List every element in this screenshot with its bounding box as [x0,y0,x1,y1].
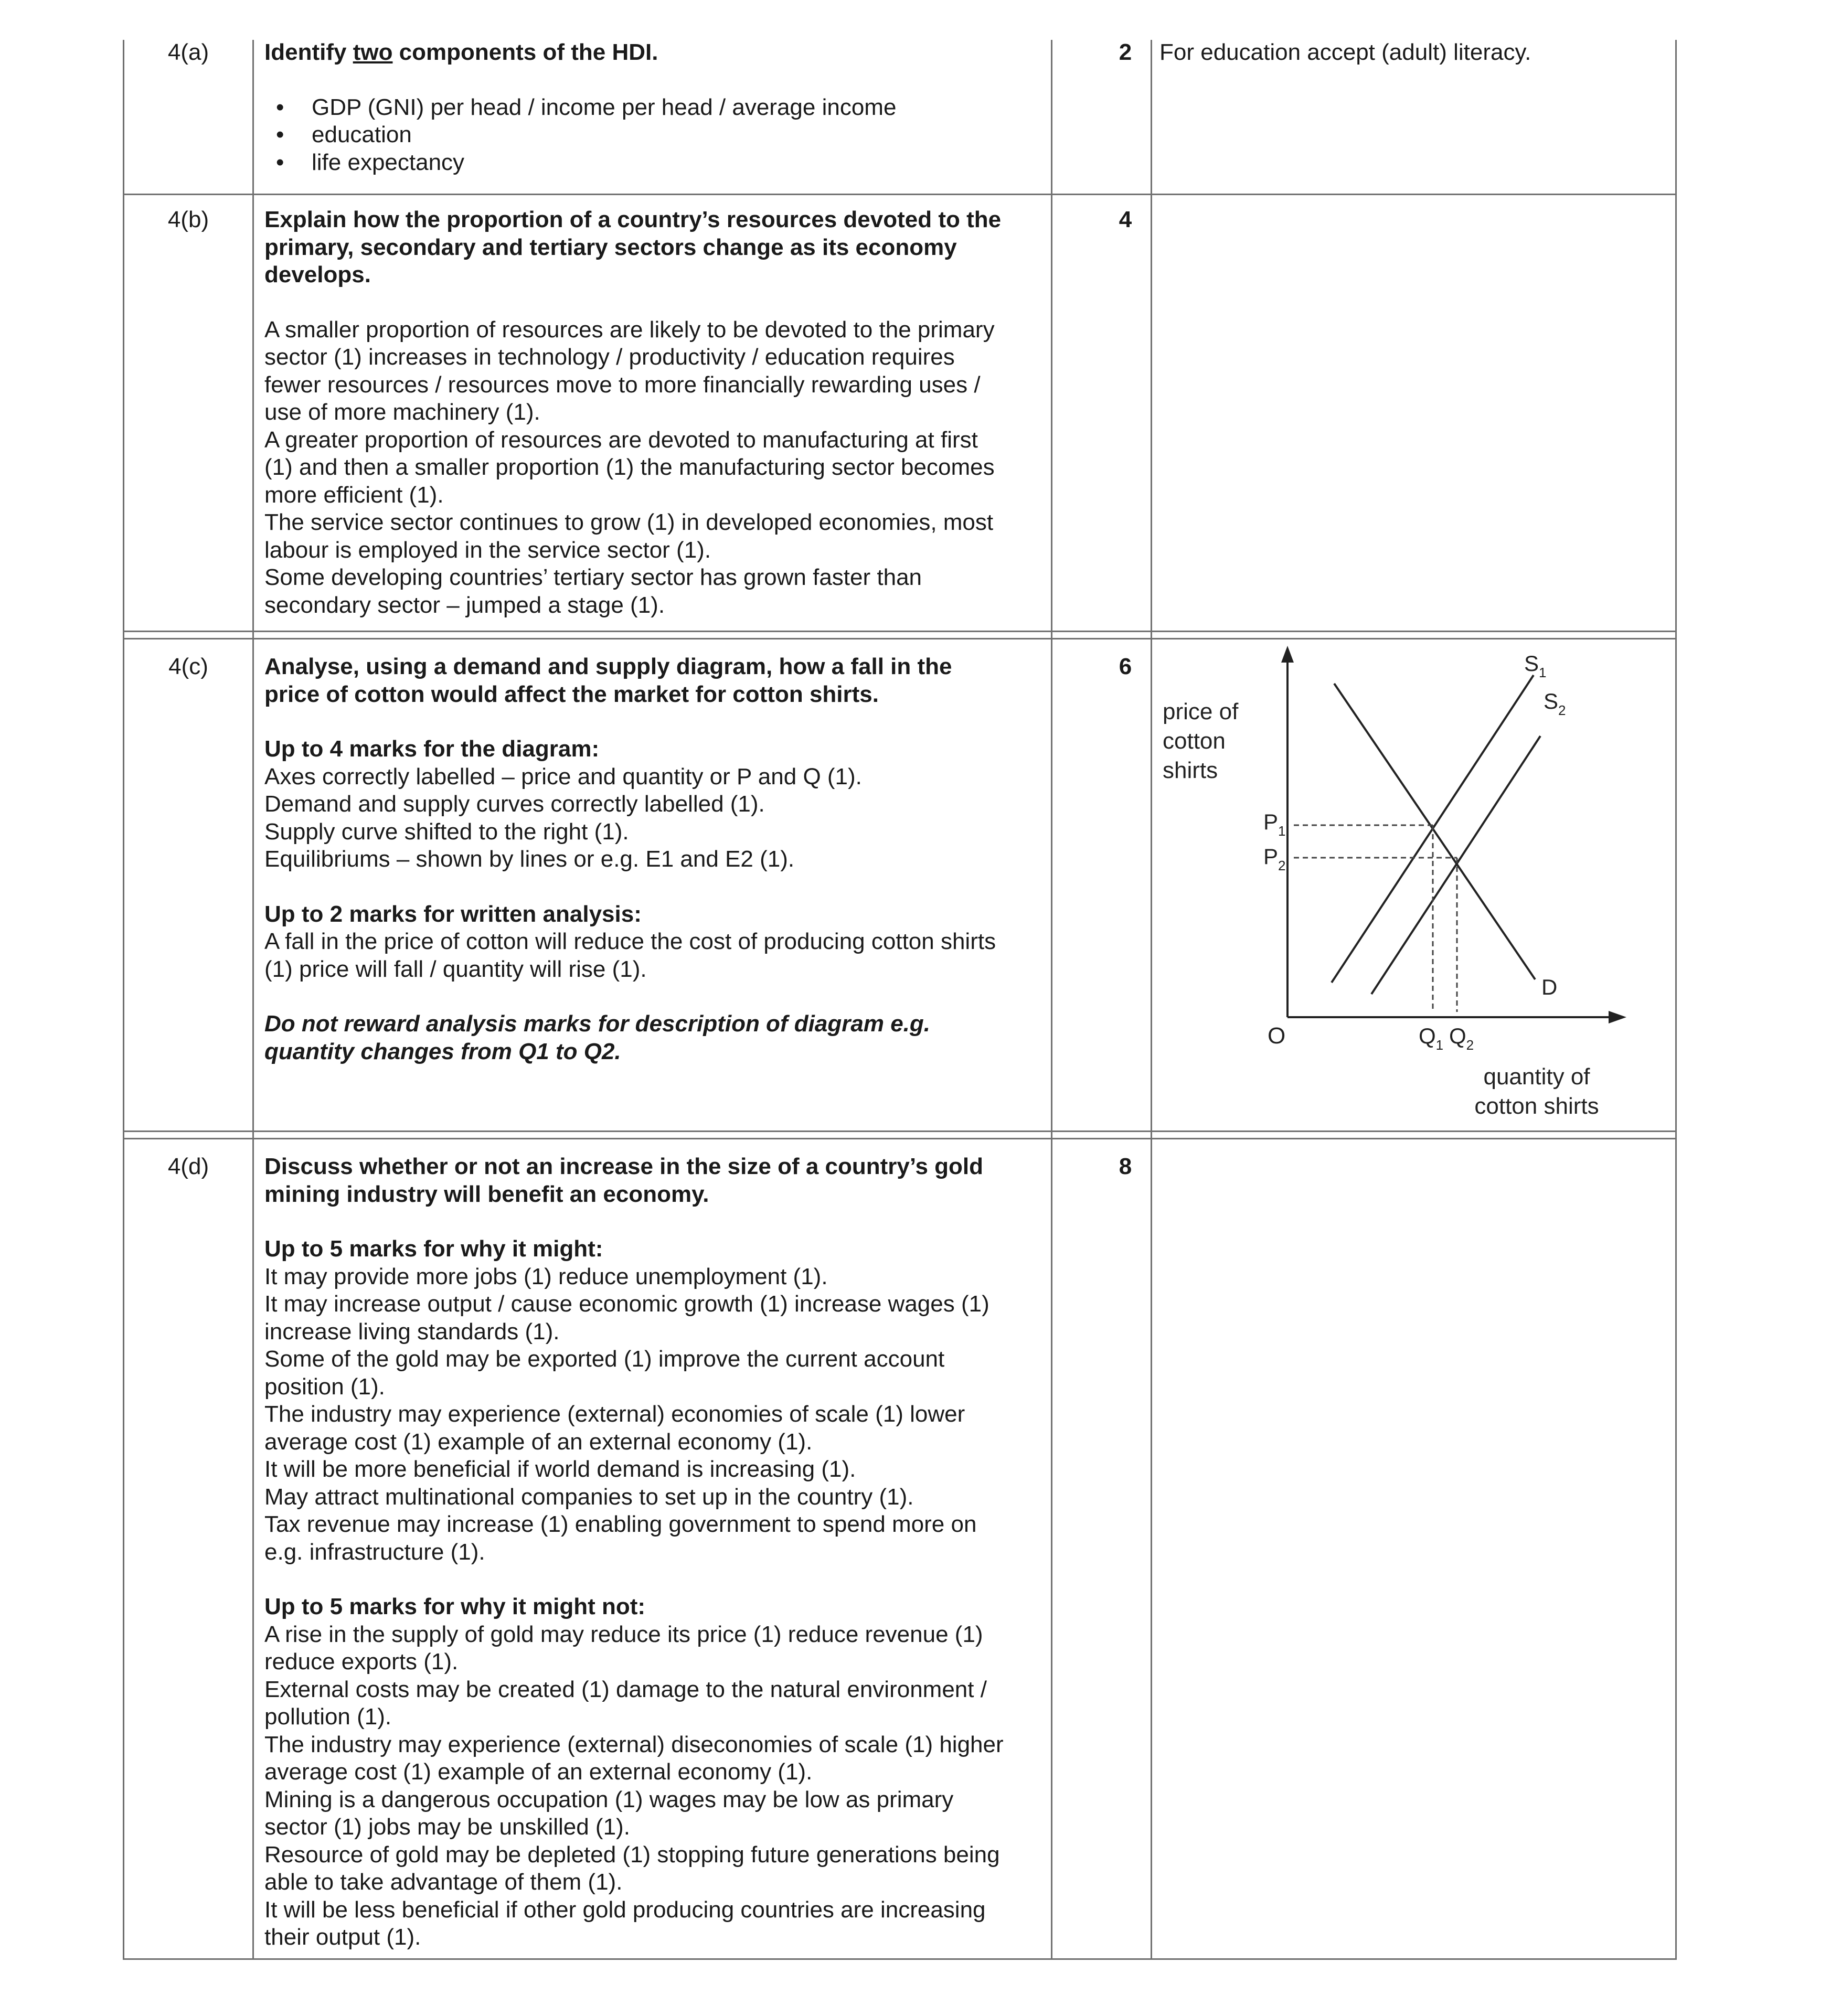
analysis-marks-heading: Up to 2 marks for written analysis: [264,901,642,927]
marks-value: 2 [1119,39,1132,65]
x-axis-label: quantity of cotton shirts [1474,1064,1599,1119]
row-divider [123,1138,1677,1139]
question-number: 4(a) [167,39,209,65]
answer-list [264,94,1041,177]
examiner-note: Do not reward analysis marks for description of diagram e.g. quantity changes from Q1 to Q2. [264,1011,930,1064]
question-text: Explain how the proportion of a country’s resources devoted to the primary, secondary and tertiary sectors change as its economy develops. [264,207,1002,287]
marks-value: 8 [1119,1154,1132,1179]
list-item: • GDP (GNI) per head / income per head / average income [264,94,1041,122]
q1-label: $Q_1$ [1419,1023,1444,1053]
question-text: Analyse, using a demand and supply diagram, how a fall in the price of cotton would affect the market for cotton shirts. [264,654,952,707]
row-divider [123,631,1677,632]
question-cell [264,653,1046,1065]
question-cell [264,1153,1046,1951]
list-item: • life expectancy [264,149,1041,177]
diagram-marks-heading: Up to 4 marks for the diagram: [264,736,600,762]
question-cell [264,39,1041,176]
q2-label: $Q_2$ [1449,1023,1474,1053]
diagram-marks-points: Axes correctly labelled – price and quantity or P and Q (1). Demand and supply curves correctly labelled (1). Supply curve shifted to the right (1). Equilibriums – shown by lines or e.g. E1 and E2 (1). [264,763,862,872]
marks-value: 4 [1119,207,1132,232]
row-divider [123,1130,1677,1132]
question-text: Identify two components of the HDI. [264,39,658,65]
column-divider [252,40,254,1960]
p1-label: $P_1$ [1263,809,1286,839]
p2-label: $P_2$ [1263,844,1286,873]
question-number: 4(b) [167,207,209,232]
might-heading: Up to 5 marks for why it might: [264,1236,603,1262]
s1-label: $S_1$ [1524,651,1547,680]
analysis-marks-points: A fall in the price of cotton will reduce the cost of producing cotton shirts (1) price will fall / quantity will rise (1). [264,929,996,982]
answer-text: A smaller proportion of resources are likely to be devoted to the primary sector (1) increases in technology / productivity / education requires fewer resources / resources move to more financially rewarding uses / use of more machinery (1). A greater proportion of resources are devoted to manufacturing at first (1) and then a smaller proportion (1) the manufacturing sector becomes more efficient (1). The service sector continues to grow (1) in developed economies, most labour is employed in the service sector (1). Some developing countries’ tertiary sector has grown faster than secondary sector – jumped a stage (1). [264,316,995,618]
row-divider [123,194,1677,195]
might-points: It may provide more jobs (1) reduce unemployment (1). It may increase output / cause economic growth (1) increase wages (1) increase living standards (1). Some of the gold may be exported (1) improve the current account position (1). The industry may experience (external) economies of scale (1) lower average cost (1) example of an external economy (1). It will be more beneficial if world demand is increasing (1). May attract multinational companies to set up in the country (1). Tax revenue may increase (1) enabling government to spend more on e.g. infrastructure (1). [264,1263,989,1565]
question-cell [264,206,1046,619]
question-number: 4(c) [168,654,208,679]
might-not-points: A rise in the supply of gold may reduce its price (1) reduce revenue (1) reduce exports (1). External costs may be created (1) damage to the natural environment / pollution (1). The industry may experience (external) diseconomies of scale (1) higher average cost (1) example of an external economy (1). Mining is a dangerous occupation (1) wages may be low as primary sector (1) jobs may be unskilled (1). Resource of gold may be depleted (1) stopping future generations being able to take advantage of them (1). It will be less beneficial if other gold producing countries are increasing their output (1). [264,1621,1004,1950]
demand-label: D [1541,975,1558,999]
marks-value: 6 [1119,654,1132,679]
list-item: • education [264,121,1041,149]
guidance-text: For education accept (adult) literacy. [1159,39,1531,65]
origin-label: O [1268,1023,1286,1049]
might-not-heading: Up to 5 marks for why it might not: [264,1594,646,1619]
supply-demand-diagram [1152,639,1677,1127]
y-axis-arrow [1281,646,1294,663]
column-divider [1051,40,1052,1960]
x-axis-arrow [1609,1011,1626,1023]
demand-curve [1334,684,1535,979]
s2-label: $S_2$ [1544,689,1566,718]
y-axis-label: price of cotton shirts [1163,699,1239,783]
question-text: Discuss whether or not an increase in the size of a country’s gold mining industry will benefit an economy. [264,1154,984,1207]
question-number: 4(d) [167,1154,209,1179]
